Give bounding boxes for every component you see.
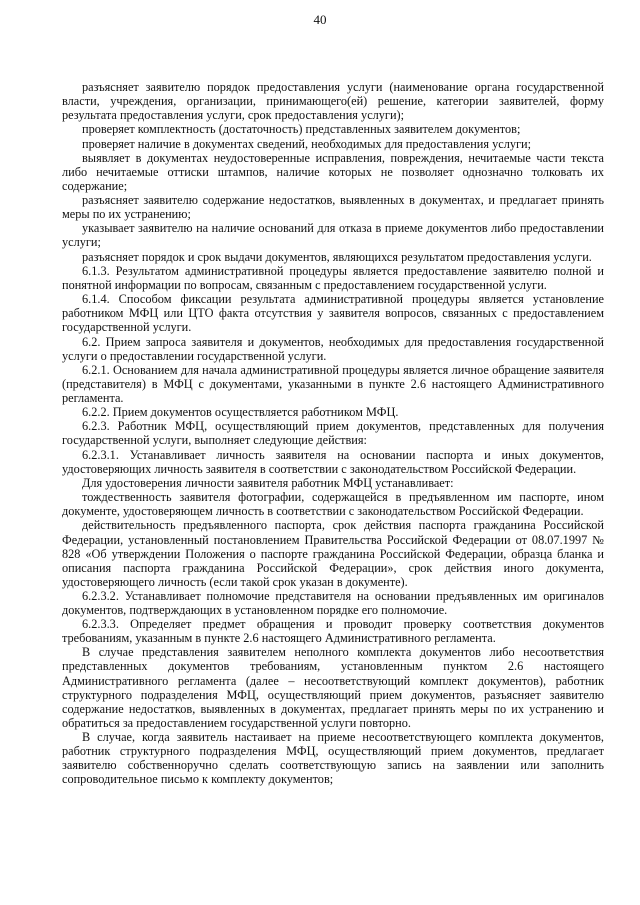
paragraph: 6.2.3. Работник МФЦ, осуществляющий прием документов, представленных для получения государственной услуги, выполняет следующие действия: <box>62 419 604 448</box>
paragraph: тождественность заявителя фотографии, содержащейся в предъявленном им паспорте, ином документе, удостоверяющем личность в соответствии с законодательством Российской Федерации. <box>62 490 604 519</box>
paragraph: разъясняет заявителю порядок предоставления услуги (наименование органа государственной власти, учреждения, организации, принимающего(ей) решение, категории заявителей, форму результата предоставления услуги, срок предоставления услуги); <box>62 80 604 123</box>
paragraph: 6.2. Прием запроса заявителя и документов, необходимых для предоставления государственной услуги о предоставлении государственной услуги. <box>62 334 604 363</box>
paragraph: 6.1.4. Способом фиксации результата административной процедуры является установление работником МФЦ или ЦТО факта отсутствия у заявителя вопросов, связанных с предоставлением государственной услуги. <box>62 292 604 335</box>
paragraph: действительность предъявленного паспорта, срок действия паспорта гражданина Российской Федерации, установленный постановлением Правительства Российской Федерации от 08.07.1997 № 828 «Об утверждении Положения о паспорте гражданина Российской Федерации, образца бланка и описания паспорта гражданина Российской Федерации», срок действия иного документа, удостоверяющего личность (если такой срок указан в документе). <box>62 518 604 589</box>
paragraph: разъясняет порядок и срок выдачи документов, являющихся результатом предоставления услуги. <box>82 249 592 264</box>
paragraph: 6.2.3.2. Устанавливает полномочие представителя на основании предъявленных им оригиналов документов, подтверждающих в установленном порядке его полномочие. <box>62 588 604 617</box>
paragraph: разъясняет заявителю содержание недостатков, выявленных в документах, и предлагает принять меры по их устранению; <box>62 193 604 222</box>
document-body <box>62 80 604 786</box>
paragraph: выявляет в документах неудостоверенные исправления, повреждения, нечитаемые части текста либо нечитаемые оттиски штампов, наличие которых не позволяет однозначно толковать их содержание; <box>62 150 604 193</box>
paragraph: В случае представления заявителем неполного комплекта документов либо несоответствия представленных документов требованиям, установленным пунктом 2.6 настоящего Административного регламента (далее – несоответствующий комплект документов), работник структурного подразделения МФЦ, осуществляющий прием документов, разъясняет заявителю содержание недостатков, выявленных в документах, предлагает принять меры по их устранению и обратиться за предоставлением государственной услуги повторно. <box>62 645 604 730</box>
page-number: 40 <box>313 12 327 27</box>
paragraph: проверяет наличие в документах сведений, необходимых для предоставления услуги; <box>82 136 532 151</box>
paragraph: 6.2.3.1. Устанавливает личность заявителя на основании паспорта и иных документов, удостоверяющих личность заявителя в соответствии с законодательством Российской Федерации. <box>62 447 604 476</box>
paragraph: проверяет комплектность (достаточность) представленных заявителем документов; <box>82 122 521 137</box>
paragraph: указывает заявителю на наличие оснований для отказа в приеме документов либо предоставлении услуги; <box>62 221 604 250</box>
paragraph: 6.1.3. Результатом административной процедуры является предоставление заявителю полной и понятной информации по вопросам, связанным с предоставлением государственной услуги. <box>62 263 604 292</box>
paragraph: 6.2.2. Прием документов осуществляется работником МФЦ. <box>82 405 399 420</box>
paragraph: В случае, когда заявитель настаивает на приеме несоответствующего комплекта документов, работник структурного подразделения МФЦ, осуществляющий прием документов, предлагает заявителю собственноручно сделать соответствующую запись на заявлении или заполнить сопроводительное письмо к комплекту документов; <box>62 729 604 787</box>
paragraph: 6.2.1. Основанием для начала административной процедуры является личное обращение заявителя (представителя) в МФЦ с документами, указанными в пункте 2.6 настоящего Административного регламента. <box>62 362 604 405</box>
paragraph: Для удостоверения личности заявителя работник МФЦ устанавливает: <box>82 475 454 490</box>
paragraph: 6.2.3.3. Определяет предмет обращения и проводит проверку соответствия документов требованиям, указанным в пункте 2.6 настоящего Административного регламента. <box>62 617 604 646</box>
